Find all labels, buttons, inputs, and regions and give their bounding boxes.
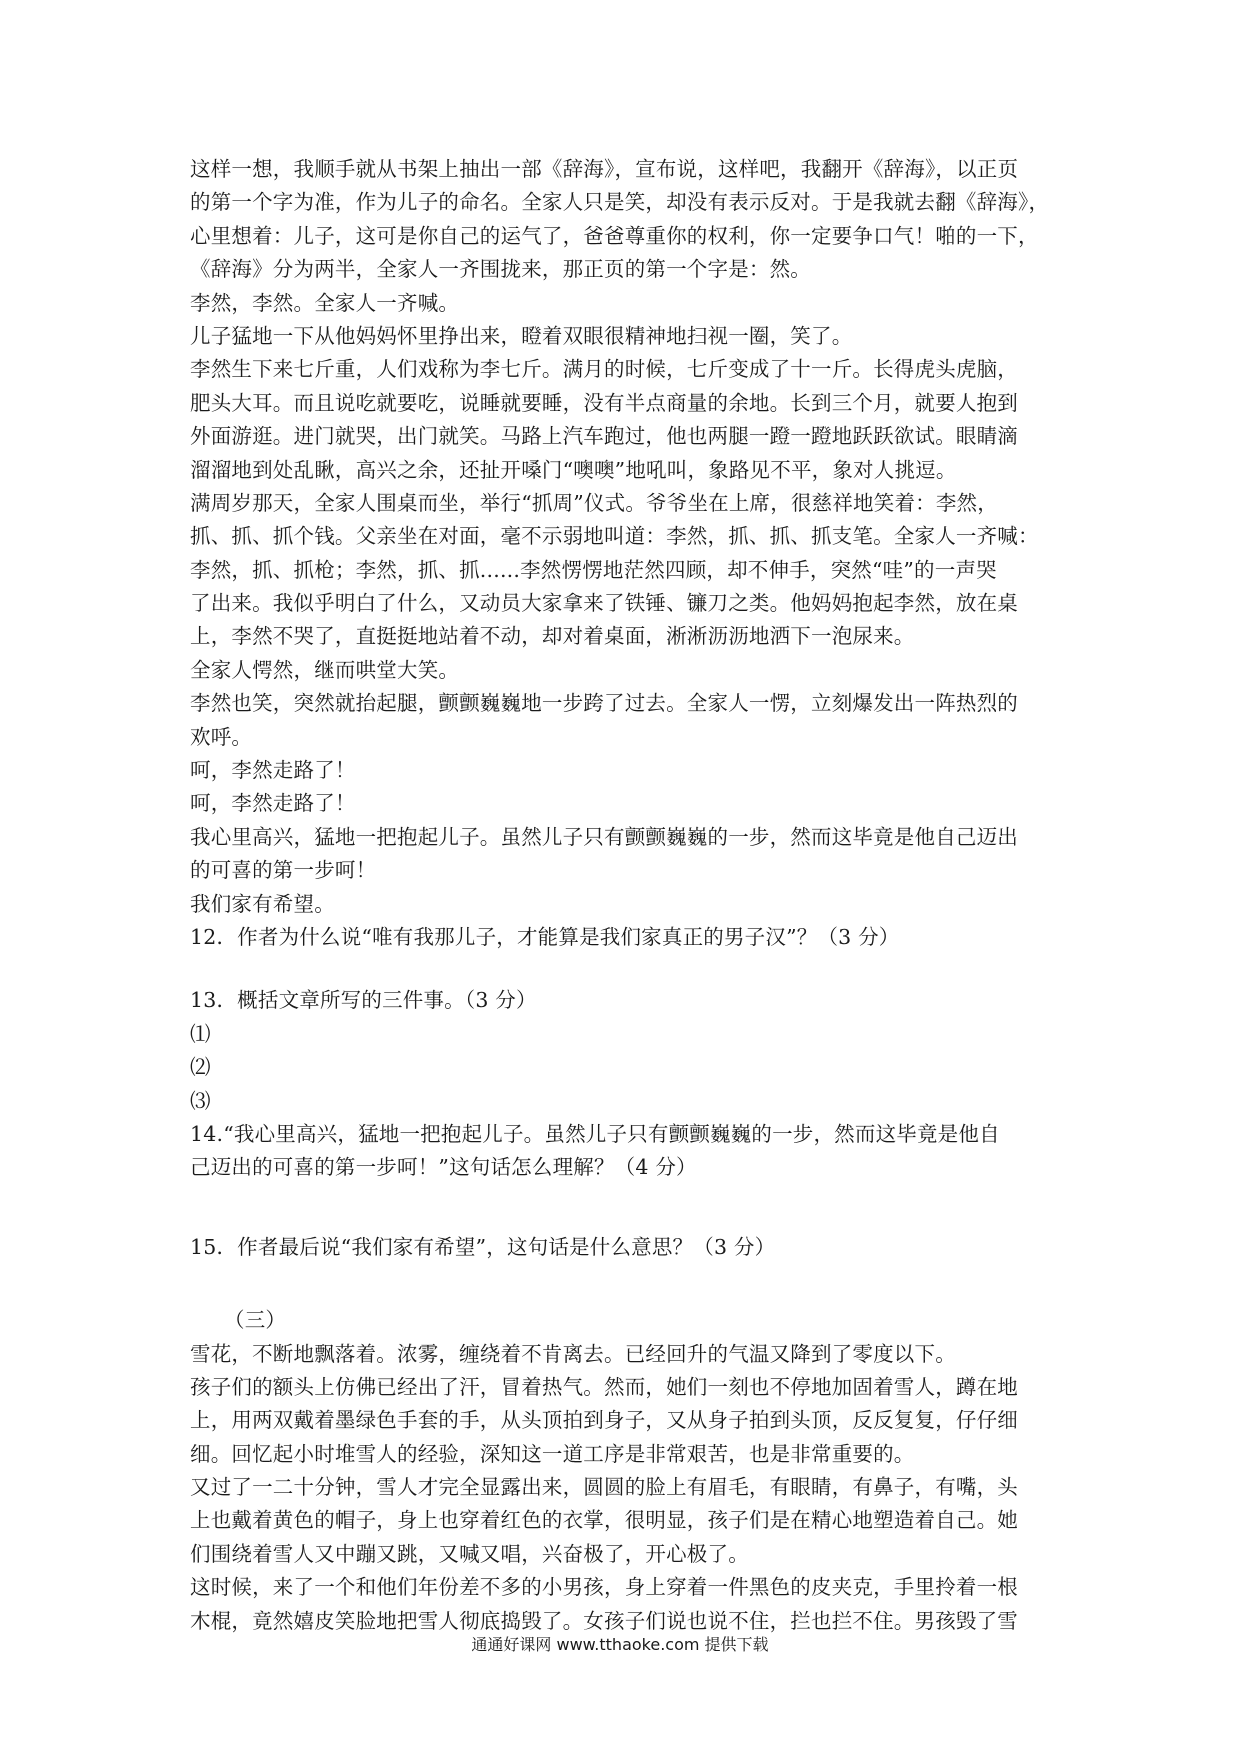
paragraph-line: 溜溜地到处乱瞅，高兴之余，还扯开嗓门“噢噢”地吼叫，象路见不平，象对人挑逗。 <box>190 457 957 482</box>
question-15: 15．作者最后说“我们家有希望”，这句话是什么意思？（3 分） <box>190 1234 776 1259</box>
paragraph-line: 孩子们的额头上仿佛已经出了汗，冒着热气。然而，她们一刻也不停地加固着雪人，蹲在地 <box>190 1374 1018 1399</box>
question-13-item-3: ⑶ <box>190 1088 211 1113</box>
paragraph-line: 抓、抓、抓个钱。父亲坐在对面，毫不示弱地叫道：李然，抓、抓、抓支笔。全家人一齐喊： <box>190 524 1039 549</box>
paragraph-line: 李然也笑，突然就抬起腿，颤颤巍巍地一步跨了过去。全家人一愣，立刻爆发出一阵热烈的 <box>190 691 1018 716</box>
question-13-item-2: ⑵ <box>190 1055 211 1080</box>
paragraph-line: 细。回忆起小时堆雪人的经验，深知这一道工序是非常艰苦，也是非常重要的。 <box>190 1441 915 1466</box>
paragraph-line: 了出来。我似乎明白了什么，又动员大家拿来了铁锤、镰刀之类。他妈妈抱起李然，放在桌 <box>190 591 1018 616</box>
paragraph-line: 雪花，不断地飘落着。浓雾，缠绕着不肯离去。已经回升的气温又降到了零度以下。 <box>190 1341 956 1366</box>
paragraph-line: 这样一想，我顺手就从书架上抽出一部《辞海》，宣布说，这样吧，我翻开《辞海》，以正页 <box>190 157 1019 181</box>
question-13: 13．概括文章所写的三件事。（3 分） <box>190 988 537 1013</box>
paragraph-line: 外面游逛。进门就哭，出门就笑。马路上汽车跑过，他也两腿一蹬一蹬地跃跃欲试。眼睛滴 <box>190 424 1018 449</box>
paragraph-line: 我们家有希望。 <box>190 891 335 916</box>
questions <box>190 921 1060 1304</box>
paragraph-line: 肥头大耳。而且说吃就要吃，说睡就要睡，没有半点商量的余地。长到三个月，就要人抱到 <box>190 390 1018 415</box>
paragraph-line: 木棍，竟然嬉皮笑脸地把雪人彻底捣毁了。女孩子们说也说不住，拦也拦不住。男孩毁了雪 <box>190 1608 1018 1633</box>
paragraph-line: 上也戴着黄色的帽子，身上也穿着红色的衣掌，很明显，孩子们是在精心地塑造着自己。她 <box>190 1508 1018 1533</box>
question-13-item-1: ⑴ <box>190 1021 211 1046</box>
paragraph-line: 全家人愕然，继而哄堂大笑。 <box>190 657 460 682</box>
answer-space-15 <box>190 1264 1060 1304</box>
paragraph-line: 又过了一二十分钟，雪人才完全显露出来，圆圆的脸上有眉毛，有眼睛，有鼻子，有嘴，头 <box>190 1475 1018 1500</box>
answer-space-14 <box>190 1185 1060 1231</box>
paragraph-line: 的第一个字为准，作为儿子的命名。全家人只是笑，却没有表示反对。于是我就去翻《辞海》， <box>190 190 1050 215</box>
passage-3 <box>190 1304 1060 1638</box>
paragraph-line: 欢呼。 <box>190 724 253 749</box>
paragraph-line: 满周岁那天，全家人围桌而坐，举行“抓周”仪式。爷爷坐在上席，很慈祥地笑着：李然， <box>190 490 998 515</box>
paragraph-line: 李然，李然。全家人一齐喊。 <box>190 290 460 315</box>
paragraph-line: 李然，抓、抓枪；李然，抓、抓......李然愣愣地茫然四顾，却不伸手，突然“哇”的一声哭 <box>190 557 997 582</box>
paragraph-line: 李然生下来七斤重，人们戏称为李七斤。满月的时候，七斤变成了十一斤。长得虎头虎脑， <box>190 357 1018 382</box>
paragraph-line: 的可喜的第一步呵！ <box>190 858 377 883</box>
paragraph-line: 呵，李然走路了！ <box>190 758 356 783</box>
paragraph-line: 上，李然不哭了，直挺挺地站着不动，却对着桌面，淅淅沥沥地洒下一泡尿来。 <box>190 624 915 649</box>
paragraph-line: 们围绕着雪人又中蹦又跳，又喊又唱，兴奋极了，开心极了。 <box>190 1541 749 1566</box>
passage-2 <box>190 153 1060 921</box>
page-footer: 通通好课网 www.tthaoke.com 提供下载 <box>471 1635 769 1654</box>
question-12: 12．作者为什么说“唯有我那儿子，才能算是我们家真正的男子汉”？（3 分） <box>190 924 900 949</box>
answer-space-12 <box>190 954 1060 984</box>
paragraph-line: 上，用两双戴着墨绿色手套的手，从头顶拍到身子，又从身子拍到头顶，反反复复，仔仔细 <box>190 1408 1018 1433</box>
paragraph-line: 呵，李然走路了！ <box>190 791 356 816</box>
section-title: （三） <box>224 1308 287 1333</box>
paragraph-line: 《辞海》分为两半，全家人一齐围拢来，那正页的第一个字是：然。 <box>190 257 811 282</box>
page-content <box>190 153 1060 1638</box>
question-14-line-2: 己迈出的可喜的第一步呵！”这句话怎么理解？（4 分） <box>190 1155 697 1180</box>
paragraph-line: 儿子猛地一下从他妈妈怀里挣出来，瞪着双眼很精神地扫视一圈，笑了。 <box>190 323 853 348</box>
question-14-line-1: 14.“我心里高兴，猛地一把抱起儿子。虽然儿子只有颤颤巍巍的一步，然而这毕竟是他自 <box>190 1121 1000 1146</box>
paragraph-line: 我心里高兴，猛地一把抱起儿子。虽然儿子只有颤颤巍巍的一步，然而这毕竟是他自己迈出 <box>190 824 1018 849</box>
paragraph-line: 心里想着：儿子，这可是你自己的运气了，爸爸尊重你的权利，你一定要争口气！啪的一下， <box>190 223 1039 248</box>
paragraph-line: 这时候，来了一个和他们年份差不多的小男孩，身上穿着一件黑色的皮夹克，手里拎着一根 <box>190 1575 1018 1600</box>
